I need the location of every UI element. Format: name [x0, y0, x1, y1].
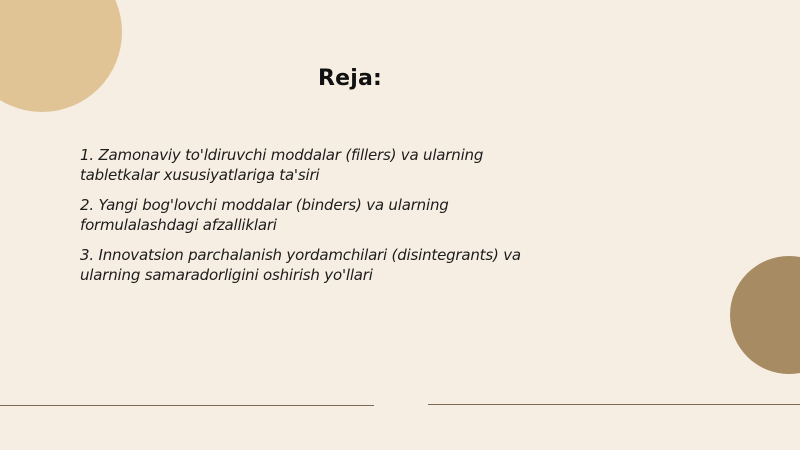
slide-title: Reja:	[317, 66, 383, 91]
divider-line-left	[0, 405, 374, 406]
decorative-circle-top-left	[0, 0, 122, 112]
divider-line-right	[428, 404, 800, 405]
agenda-item-binders: 2. Yangi bog'lovchi moddalar (binders) va ularning formulalashdagi afzalliklari	[80, 196, 449, 234]
agenda-item-fillers: 1. Zamonaviy to'ldiruvchi moddalar (fillers) va ularning tabletkalar xususiyatlariga ta'siri	[80, 146, 484, 184]
agenda-item-disintegrants: 3. Innovatsion parchalanish yordamchilari (disintegrants) va ularning samaradorligini oshirish yo'llari	[80, 246, 521, 284]
agenda-list	[80, 145, 550, 295]
decorative-circle-right	[730, 256, 800, 374]
